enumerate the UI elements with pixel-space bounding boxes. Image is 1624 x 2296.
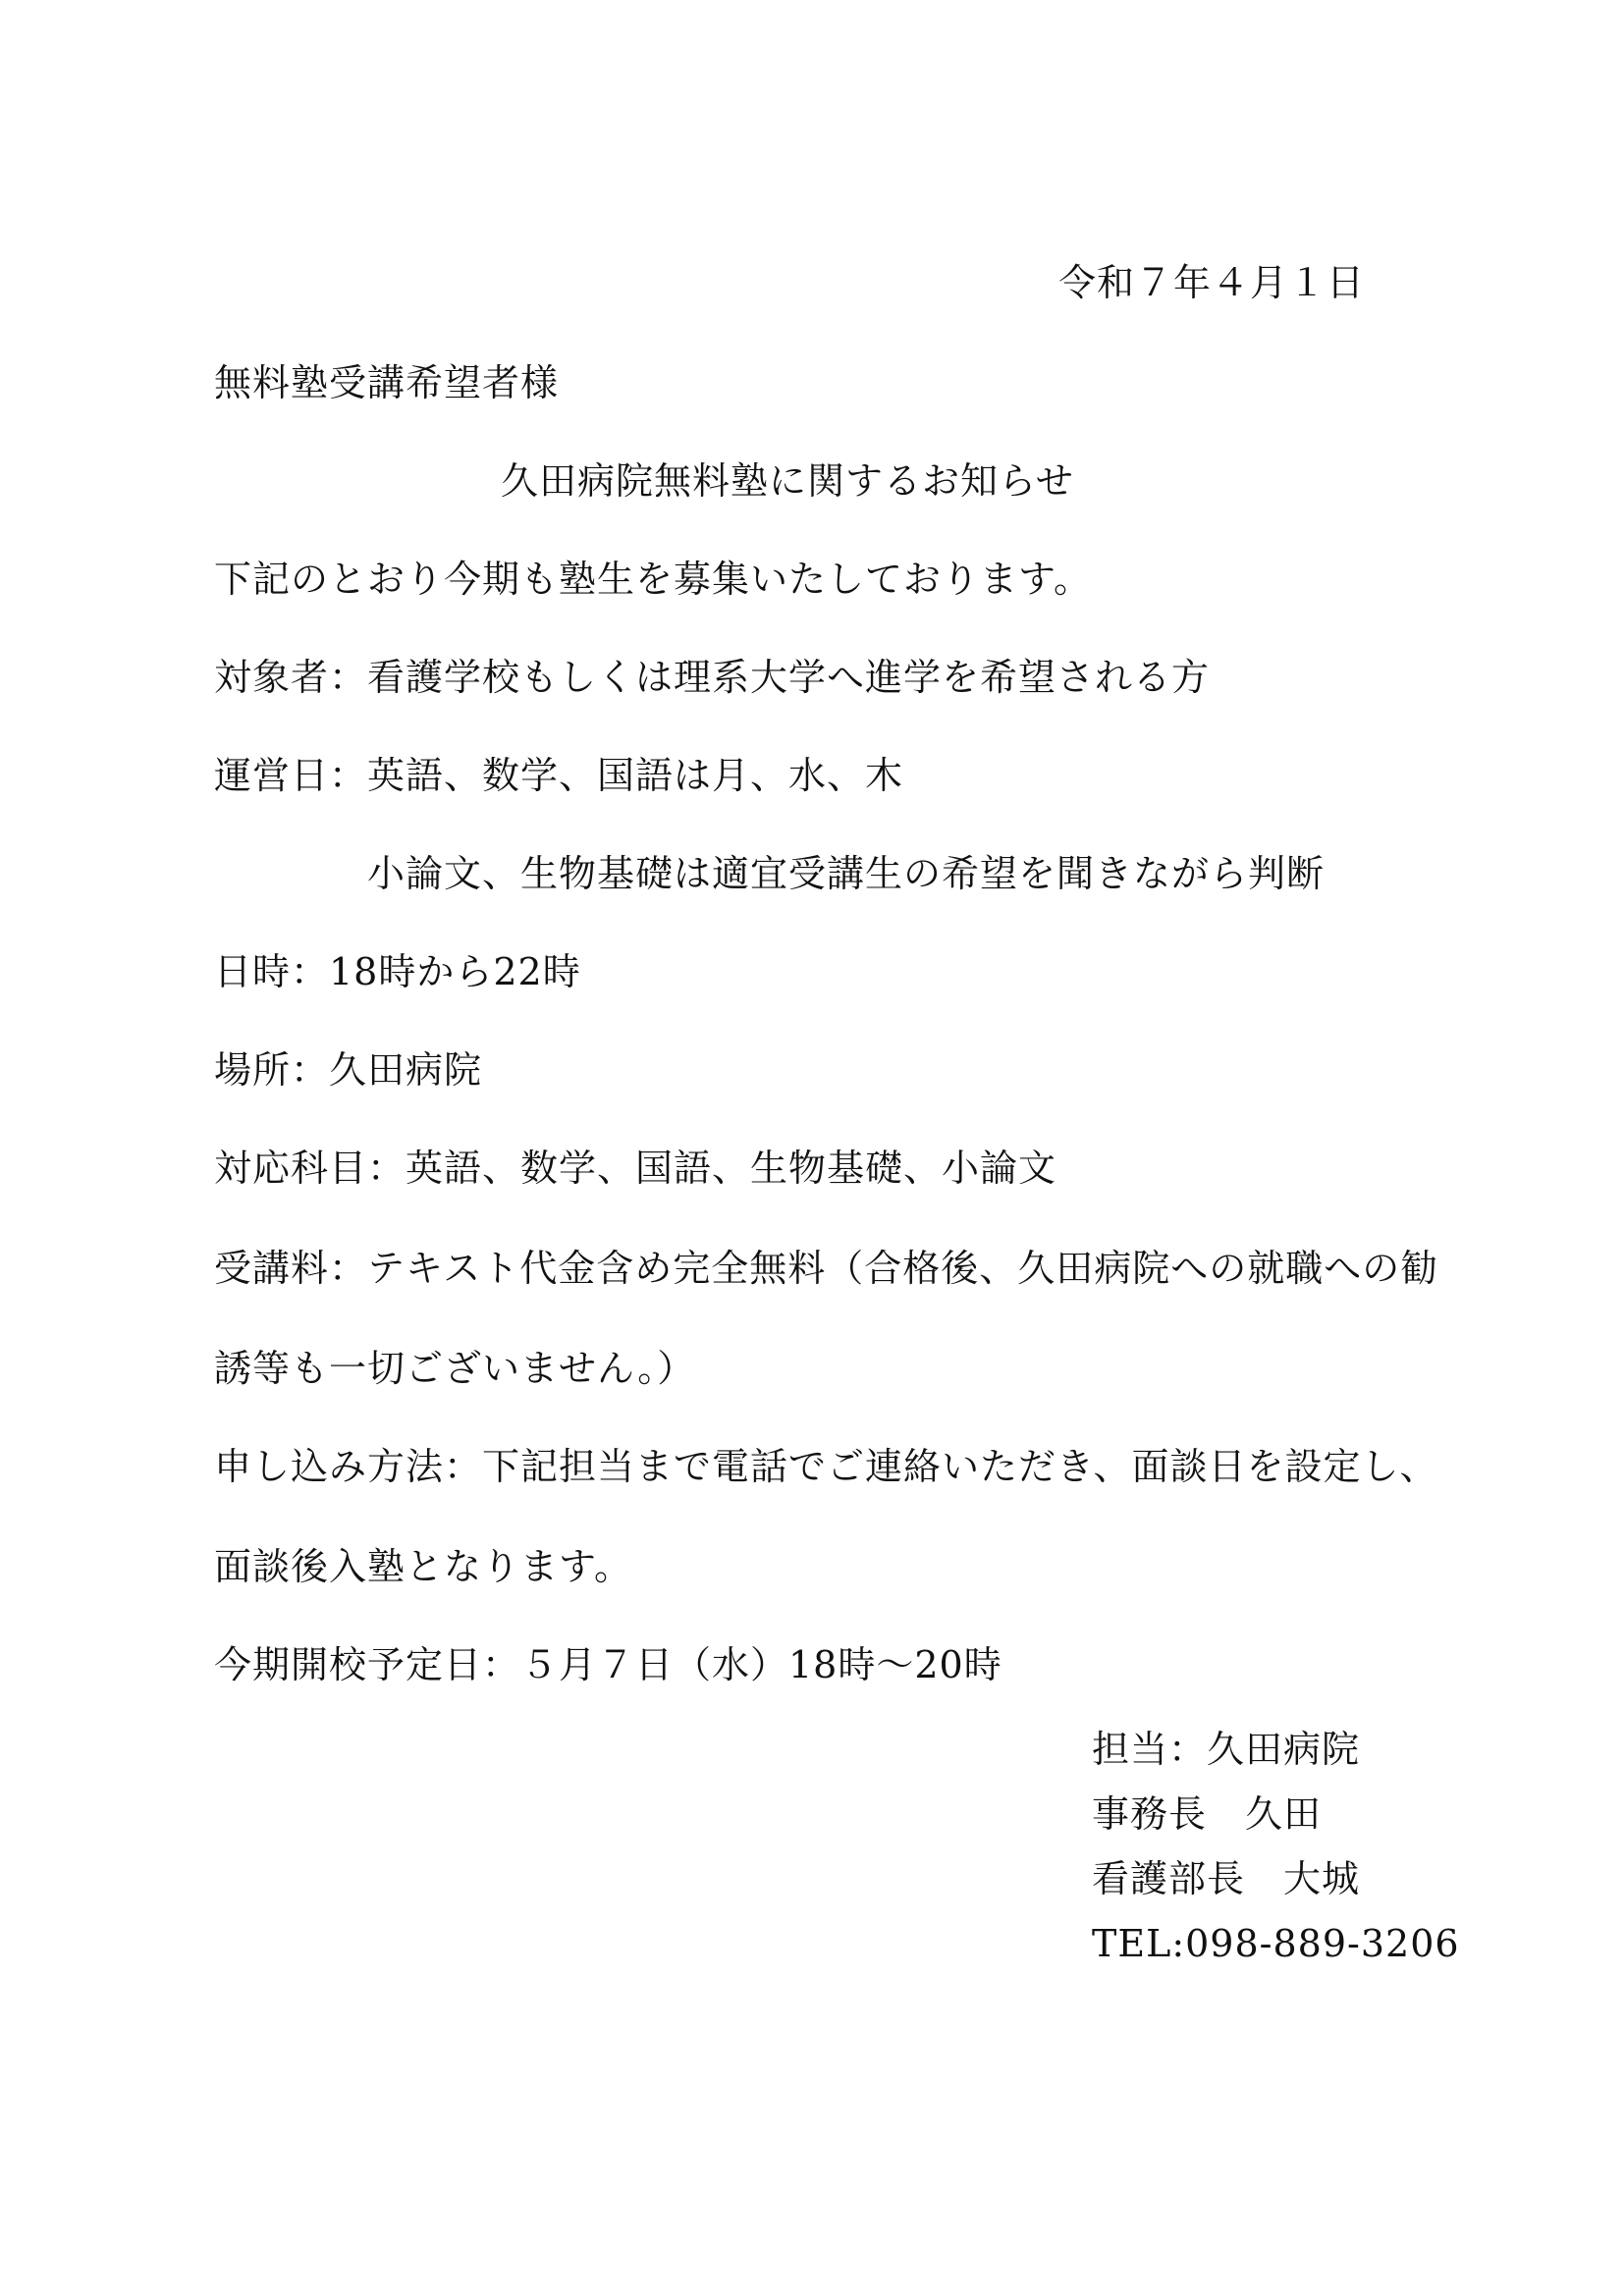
fee-line-2: 誘等も一切ございません。） [214, 1347, 696, 1390]
contact-tel: TEL:098-889-3206 [1092, 1922, 1460, 1965]
addressee: 無料塾受講希望者様 [214, 361, 560, 404]
place-line: 場所：久田病院 [214, 1048, 483, 1092]
date: 令和７年４月１日 [1058, 261, 1366, 304]
operating-days-line-2: 小論文、生物基礎は適宜受講生の希望を聞きながら判断 [367, 852, 1326, 895]
contact-line-3: 看護部長 大城 [1092, 1857, 1361, 1900]
target-line: 対象者：看護学校もしくは理系大学へ進学を希望される方 [214, 656, 1211, 699]
opening-date-line: 今期開校予定日：５月７日（水）18時～20時 [214, 1643, 1002, 1686]
intro-text: 下記のとおり今期も塾生を募集いたしております。 [214, 558, 1092, 601]
subjects-line: 対応科目：英語、数学、国語、生物基礎、小論文 [214, 1147, 1057, 1190]
notice-title: 久田病院無料塾に関するお知らせ [501, 459, 1074, 503]
fee-line: 受講料：テキスト代金含め完全無料（合格後、久田病院への就職への勧 [214, 1247, 1439, 1290]
time-line: 日時：18時から22時 [214, 950, 581, 993]
apply-line-2: 面談後入塾となります。 [214, 1545, 632, 1588]
contact-line-2: 事務長 久田 [1092, 1792, 1323, 1836]
operating-days-line: 運営日：英語、数学、国語は月、水、木 [214, 754, 904, 797]
apply-line: 申し込み方法：下記担当まで電話でご連絡いただき、面談日を設定し、 [214, 1445, 1438, 1488]
contact-line-1: 担当：久田病院 [1092, 1728, 1361, 1771]
